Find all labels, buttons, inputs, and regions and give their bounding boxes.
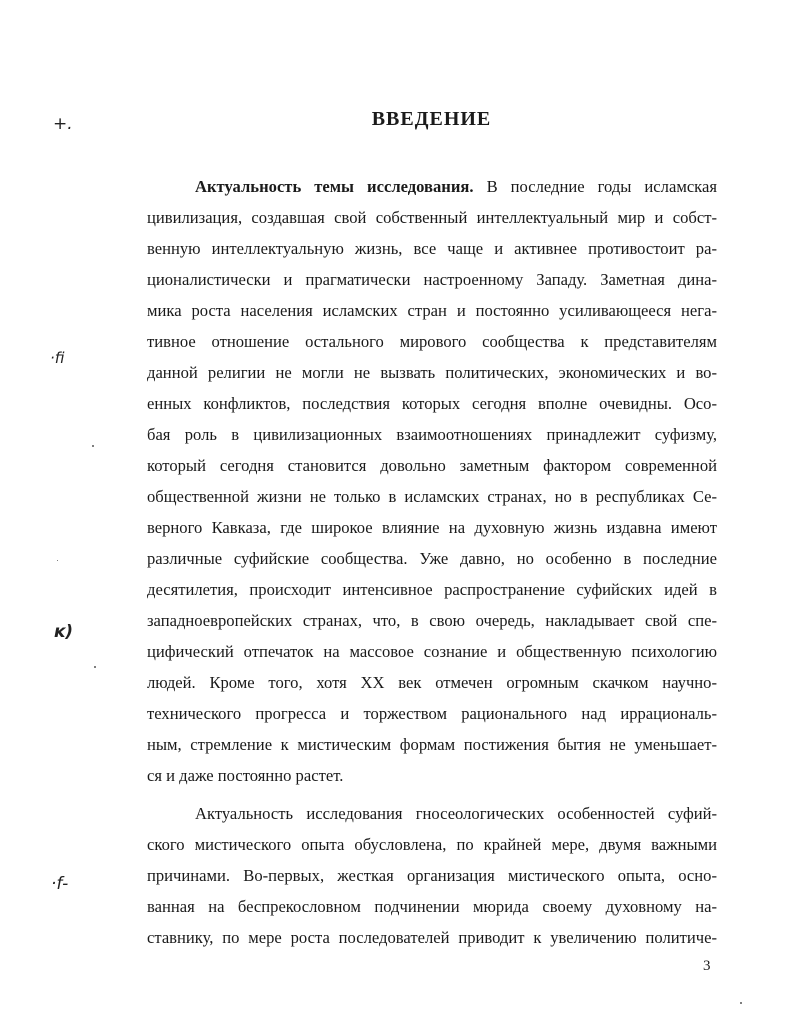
text-line: ского мистического опыта обусловлена, по крайней мере, двумя важными [147,835,717,854]
text-line: венную интеллектуальную жизнь, все чаще и активнее противостоит ра- [147,239,717,258]
text-line: цивилизация, создавшая свой собственный интеллектуальный мир и собст- [147,208,717,227]
text-line: технического прогресса и торжеством рационального над иррациональ- [147,704,717,723]
text-line: общественной жизни не только в исламских странах, но в республиках Се- [147,487,717,506]
margin-mark: ·f- [51,874,69,894]
margin-mark: +. [53,114,73,134]
scan-speck [57,560,58,561]
scan-speck [92,445,94,447]
text-line: различные суфийские сообщества. Уже давно, но особенно в последние [147,549,717,568]
margin-mark: ĸ) [54,622,74,642]
text-line: Актуальность исследования гносеологических особенностей суфий- [195,804,717,823]
text-line: людей. Кроме того, хотя XX век отмечен огромным скачком научно- [147,673,717,692]
text-line: ванная на беспрекословном подчинении мюрида своему духовному на- [147,897,717,916]
text-line: верного Кавказа, где широкое влияние на духовную жизнь издавна имеют [147,518,717,537]
text-line: который сегодня становится довольно заметным фактором современной [147,456,717,475]
margin-mark: ·fi [50,349,65,367]
text-line: бая роль в цивилизационных взаимоотношениях принадлежит суфизму, [147,425,717,444]
scan-speck [740,1002,742,1004]
text-line: десятилетия, происходит интенсивное распространение суфийских идей в [147,580,717,599]
text-line: цифический отпечаток на массовое сознание и общественную психологию [147,642,717,661]
body-text [147,171,717,953]
scan-speck [94,666,96,668]
text-line: Актуальность темы исследования. В последние годы исламская [195,177,717,196]
lead-phrase: Актуальность темы исследования. [195,177,474,196]
text-line: ным, стремление к мистическим формам постижения бытия не уменьшает- [147,735,717,754]
section-heading: ВВЕДЕНИЕ [371,108,492,130]
text-line: западноевропейских странах, что, в свою очередь, накладывает свой спе- [147,611,717,630]
paragraph-gap [147,791,717,798]
text-line: тивное отношение остального мирового сообщества к представителям [147,332,717,351]
text-line: данной религии не могли не вызвать политических, экономических и во- [147,363,717,382]
text-line: мика роста населения исламских стран и постоянно усиливающееся нега- [147,301,717,320]
text-line: ставнику, по мере роста последователей приводит к увеличению политиче- [147,928,717,947]
page-number: 3 [703,958,711,974]
text-line: ся и даже постоянно растет. [147,766,344,785]
paragraph [147,171,717,791]
text-line: причинами. Во-первых, жесткая организация мистического опыта, осно- [147,866,717,885]
paragraph [147,798,717,953]
text-line: ционалистически и прагматически настроенному Западу. Заметная дина- [147,270,717,289]
text-line: енных конфликтов, последствия которых сегодня вполне очевидны. Осо- [147,394,717,413]
